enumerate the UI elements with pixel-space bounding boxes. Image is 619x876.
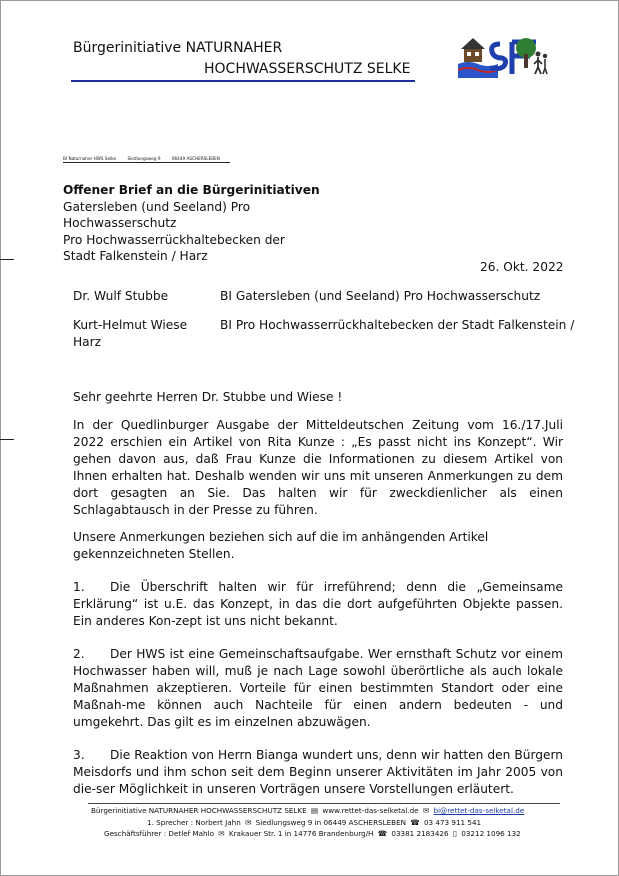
- letterhead-line1: Bürgerinitiative NATURNAHER: [73, 40, 283, 56]
- numbered-point: [73, 579, 563, 630]
- letter-body: [73, 389, 563, 808]
- point-number: 1.: [73, 580, 85, 594]
- addressee-org: BI Pro Hochwasserrückhaltebecken der Stadt Falkenstein /: [220, 318, 575, 332]
- footer-line3: [104, 829, 521, 838]
- footer-rule: [88, 803, 560, 804]
- addressee-org: BI Gatersleben (und Seeland) Pro Hochwasserschutz: [220, 289, 541, 303]
- addressee-name: [73, 317, 187, 350]
- footer-phone: 03381 2183426: [391, 829, 449, 838]
- recipient-line: Pro Hochwasserrückhaltebecken der: [63, 232, 285, 247]
- recipient-line: Stadt Falkenstein / Harz: [63, 249, 208, 263]
- footer-email-link[interactable]: bi@rettet-das-selketal.de: [433, 806, 525, 815]
- paragraph: Unsere Anmerkungen beziehen sich auf die im anhängenden Artikel gekennzeichneten Stellen.: [73, 530, 489, 561]
- salutation: Sehr geehrte Herren Dr. Stubbe und Wiese !: [73, 390, 343, 404]
- numbered-point: [73, 747, 563, 798]
- point-text: Die Überschrift halten wir für irreführend; denn die „Gemeinsame Erklärung“ ist u.E. das Konzept, in das die dort aufgeführten Objekte passen. Ein anderes Kon-zept ist uns nicht bekannt.: [73, 580, 563, 628]
- punch-mark: [0, 439, 14, 440]
- recipient-line: Gatersleben (und Seeland) Pro: [63, 199, 251, 214]
- addressee-name-line: Kurt-Helmut Wiese: [73, 318, 188, 332]
- letterhead-line2: HOCHWASSERSCHUTZ SELKE: [204, 61, 411, 77]
- footer-line2: [147, 818, 481, 827]
- footer-phone: 03 473 911 541: [423, 818, 482, 827]
- computer-icon: ▤: [310, 806, 319, 815]
- footer-org: Bürgerinitiative NATURNAHER HOCHWASSERSCHUTZ SELKE: [91, 806, 307, 815]
- initiative-logo-icon: [456, 34, 550, 78]
- footer-web[interactable]: www.rettet-das-selketal.de: [322, 806, 419, 815]
- footer-manager: Geschäftsführer : Detlef Mahlo: [104, 829, 214, 838]
- paragraph: In der Quedlinburger Ausgabe der Mitteldeutschen Zeitung vom 16./17.Juli 2022 erschien ein Artikel von Rita Kunze : „Es passt nicht ins Konzept“. Wir gehen davon aus, daß Frau Kunze die Informationen zu diesem Artikel von Ihnen erhalten hat. Deshalb wenden wir uns mit unseren Anmerkungen zu dem dort gesagten an Sie. Das halten wir für zweckdienlicher als einen Schlagabtausch in der Presse zu führen.: [73, 418, 563, 517]
- letterhead-rule: [71, 80, 415, 82]
- footer-address: Krakauer Str. 1 in 14776 Brandenburg/H: [228, 829, 374, 838]
- sender-return-line: [63, 156, 230, 163]
- footer-mobile: 03212 1096 132: [461, 829, 521, 838]
- letter-title: Offener Brief an die Bürgerinitiativen: [63, 183, 320, 197]
- phone-icon: ☎: [410, 818, 420, 827]
- envelope-icon: ✉: [218, 829, 225, 838]
- sender-street: Siedlungsweg 9: [127, 156, 161, 161]
- mobile-phone-icon: ▯: [452, 829, 457, 838]
- footer-speaker: 1. Sprecher : Norbert Jahn: [147, 818, 241, 827]
- point-number: 2.: [73, 647, 85, 661]
- sender-org: BI Naturnaher HWS Selke: [63, 156, 117, 161]
- addressee-name: Dr. Wulf Stubbe: [73, 289, 169, 303]
- addressee-name-line: Harz: [73, 334, 102, 349]
- point-text: Der HWS ist eine Gemeinschaftsaufgabe. Wer ernsthaft Schutz vor einem Hochwasser haben will, muß je nach Lage sowohl überörtliche als auch lokale Maßnahmen akzeptieren. Vorteile für einen bestimmten Standort oder eine Maßnah-me können auch Nachteile für einen andern bedeuten - und umgekehrt. Das gilt es im einzelnen abzuwägen.: [73, 647, 563, 729]
- phone-icon: ☎: [377, 829, 388, 838]
- numbered-point: [73, 646, 563, 731]
- recipient-line: Hochwasserschutz: [63, 216, 177, 230]
- envelope-icon: ✉: [245, 818, 252, 827]
- footer-address: Siedlungsweg 9 in 06449 ASCHERSLEBEN: [255, 818, 407, 827]
- fold-mark: [0, 259, 14, 260]
- point-number: 3.: [73, 748, 85, 762]
- letter-date: 26. Okt. 2022: [480, 260, 564, 274]
- point-text: Die Reaktion von Herrn Bianga wundert uns, denn wir hatten den Bürgern Meisdorfs und ihm schon seit dem Beginn unserer Aktivitäten im Jahr 2005 von die-ser Möglichkeit in unseren Vorträgen unsere Vorstellungen erläutert.: [73, 748, 563, 796]
- mail-icon: ✉: [422, 806, 430, 815]
- footer-line1: [91, 806, 524, 815]
- sender-city: 06449 ASCHERSLEBEN: [171, 156, 220, 161]
- recipient-block: [63, 182, 320, 265]
